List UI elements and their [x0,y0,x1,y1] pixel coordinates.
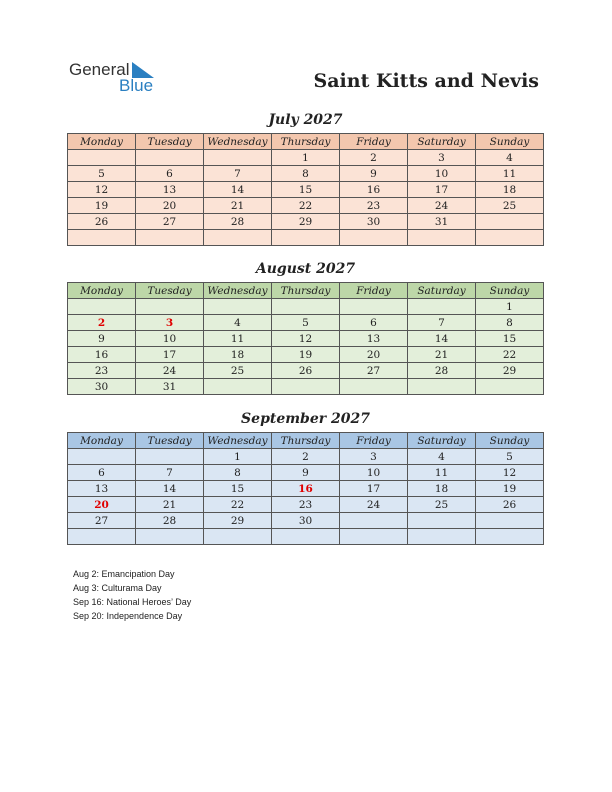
day-cell: 11 [476,166,544,182]
week-row [68,529,544,545]
day-cell [204,230,272,246]
day-cell: 10 [408,166,476,182]
weekday-header: Monday [68,134,136,150]
day-cell [408,513,476,529]
day-cell: 17 [340,481,408,497]
week-row [68,315,544,331]
day-cell: 13 [68,481,136,497]
day-cell: 21 [408,347,476,363]
day-cell: 1 [272,150,340,166]
calendar-september [67,432,544,545]
day-cell [476,379,544,395]
day-cell: 15 [272,182,340,198]
day-cell: 25 [476,198,544,214]
day-cell: 19 [272,347,340,363]
day-cell: 14 [136,481,204,497]
day-cell: 7 [408,315,476,331]
day-cell: 12 [272,331,340,347]
day-cell [272,230,340,246]
day-cell: 18 [408,481,476,497]
country-title: Saint Kitts and Nevis [313,70,539,92]
logo [69,60,169,98]
holiday-day-cell: 16 [272,481,340,497]
day-cell: 21 [136,497,204,513]
day-cell: 14 [408,331,476,347]
day-cell: 12 [476,465,544,481]
logo-blue-text: Blue [119,76,154,95]
day-cell: 11 [204,331,272,347]
day-cell: 5 [272,315,340,331]
weekday-header: Saturday [408,134,476,150]
day-cell [272,529,340,545]
day-cell: 4 [408,449,476,465]
day-cell: 8 [272,166,340,182]
day-cell [136,230,204,246]
day-cell: 13 [136,182,204,198]
day-cell: 18 [476,182,544,198]
day-cell [204,150,272,166]
week-row [68,513,544,529]
month-title-august: August 2027 [255,261,356,277]
day-cell [340,379,408,395]
week-row [68,182,544,198]
day-cell [68,230,136,246]
day-cell: 29 [476,363,544,379]
week-row [68,150,544,166]
weekday-header: Wednesday [204,134,272,150]
day-cell: 29 [272,214,340,230]
month-title-july: July 2027 [268,112,343,128]
day-cell [476,214,544,230]
day-cell: 31 [136,379,204,395]
day-cell [204,529,272,545]
day-cell: 5 [68,166,136,182]
day-cell: 19 [476,481,544,497]
day-cell [136,529,204,545]
week-row [68,331,544,347]
day-cell: 23 [68,363,136,379]
day-cell [340,299,408,315]
day-cell: 25 [408,497,476,513]
day-cell [408,299,476,315]
day-cell: 2 [272,449,340,465]
day-cell [136,150,204,166]
weekday-header: Sunday [476,283,544,299]
day-cell [476,230,544,246]
holiday-list [73,567,191,623]
week-row [68,299,544,315]
weekday-header-row [68,134,544,150]
weekday-header: Sunday [476,433,544,449]
day-cell [476,529,544,545]
day-cell [340,529,408,545]
day-cell: 13 [340,331,408,347]
day-cell [272,299,340,315]
day-cell: 26 [272,363,340,379]
week-row [68,497,544,513]
day-cell [408,379,476,395]
week-row [68,481,544,497]
weekday-header: Monday [68,433,136,449]
holiday-day-cell: 3 [136,315,204,331]
holiday-day-cell: 2 [68,315,136,331]
day-cell: 11 [408,465,476,481]
day-cell: 23 [272,497,340,513]
weekday-header: Friday [340,433,408,449]
weekday-header: Saturday [408,283,476,299]
day-cell [136,299,204,315]
day-cell: 10 [136,331,204,347]
day-cell [68,299,136,315]
day-cell: 20 [136,198,204,214]
day-cell [340,513,408,529]
holiday-day-cell: 20 [68,497,136,513]
weekday-header: Friday [340,283,408,299]
calendar-august [67,282,544,395]
week-row [68,449,544,465]
day-cell: 31 [408,214,476,230]
day-cell: 7 [204,166,272,182]
day-cell: 8 [476,315,544,331]
day-cell: 18 [204,347,272,363]
day-cell: 21 [204,198,272,214]
week-row [68,465,544,481]
holiday-item: Aug 3: Culturama Day [73,583,162,593]
day-cell: 27 [68,513,136,529]
day-cell: 7 [136,465,204,481]
weekday-header: Tuesday [136,433,204,449]
weekday-header: Sunday [476,134,544,150]
day-cell: 12 [68,182,136,198]
day-cell: 1 [204,449,272,465]
day-cell [408,230,476,246]
holiday-item: Sep 20: Independence Day [73,611,183,621]
week-row [68,379,544,395]
holiday-item: Sep 16: National Heroes’ Day [73,597,192,607]
day-cell: 17 [408,182,476,198]
weekday-header: Thursday [272,433,340,449]
day-cell: 20 [340,347,408,363]
week-row [68,363,544,379]
month-title-september: September 2027 [241,411,370,427]
day-cell: 22 [204,497,272,513]
weekday-header: Monday [68,283,136,299]
day-cell: 26 [476,497,544,513]
day-cell [68,150,136,166]
day-cell: 28 [408,363,476,379]
weekday-header: Friday [340,134,408,150]
day-cell: 22 [476,347,544,363]
day-cell: 28 [204,214,272,230]
day-cell [68,449,136,465]
holiday-item: Aug 2: Emancipation Day [73,569,175,579]
day-cell: 24 [136,363,204,379]
day-cell: 9 [272,465,340,481]
weekday-header: Wednesday [204,283,272,299]
week-row [68,230,544,246]
day-cell: 3 [408,150,476,166]
day-cell [340,230,408,246]
week-row [68,166,544,182]
logo-general-text: General [69,60,130,79]
day-cell: 5 [476,449,544,465]
day-cell [136,449,204,465]
day-cell: 24 [340,497,408,513]
day-cell [476,513,544,529]
day-cell: 24 [408,198,476,214]
day-cell: 15 [204,481,272,497]
day-cell: 16 [68,347,136,363]
week-row [68,347,544,363]
day-cell: 25 [204,363,272,379]
day-cell: 16 [340,182,408,198]
weekday-header: Wednesday [204,433,272,449]
day-cell: 14 [204,182,272,198]
day-cell [68,529,136,545]
weekday-header: Thursday [272,283,340,299]
day-cell: 19 [68,198,136,214]
day-cell: 9 [340,166,408,182]
day-cell: 6 [136,166,204,182]
day-cell: 22 [272,198,340,214]
day-cell [204,299,272,315]
day-cell [272,379,340,395]
weekday-header-row [68,283,544,299]
day-cell: 4 [476,150,544,166]
day-cell: 9 [68,331,136,347]
day-cell: 6 [68,465,136,481]
day-cell: 10 [340,465,408,481]
weekday-header: Tuesday [136,283,204,299]
day-cell: 4 [204,315,272,331]
week-row [68,198,544,214]
day-cell: 3 [340,449,408,465]
day-cell: 1 [476,299,544,315]
calendar-july [67,133,544,246]
day-cell: 30 [272,513,340,529]
day-cell: 30 [340,214,408,230]
day-cell: 28 [136,513,204,529]
day-cell: 15 [476,331,544,347]
weekday-header-row [68,433,544,449]
day-cell: 29 [204,513,272,529]
day-cell [204,379,272,395]
day-cell: 6 [340,315,408,331]
weekday-header: Thursday [272,134,340,150]
day-cell: 8 [204,465,272,481]
day-cell: 2 [340,150,408,166]
day-cell: 30 [68,379,136,395]
weekday-header: Saturday [408,433,476,449]
day-cell: 27 [340,363,408,379]
day-cell: 23 [340,198,408,214]
week-row [68,214,544,230]
day-cell: 26 [68,214,136,230]
day-cell [408,529,476,545]
day-cell: 17 [136,347,204,363]
day-cell: 27 [136,214,204,230]
weekday-header: Tuesday [136,134,204,150]
